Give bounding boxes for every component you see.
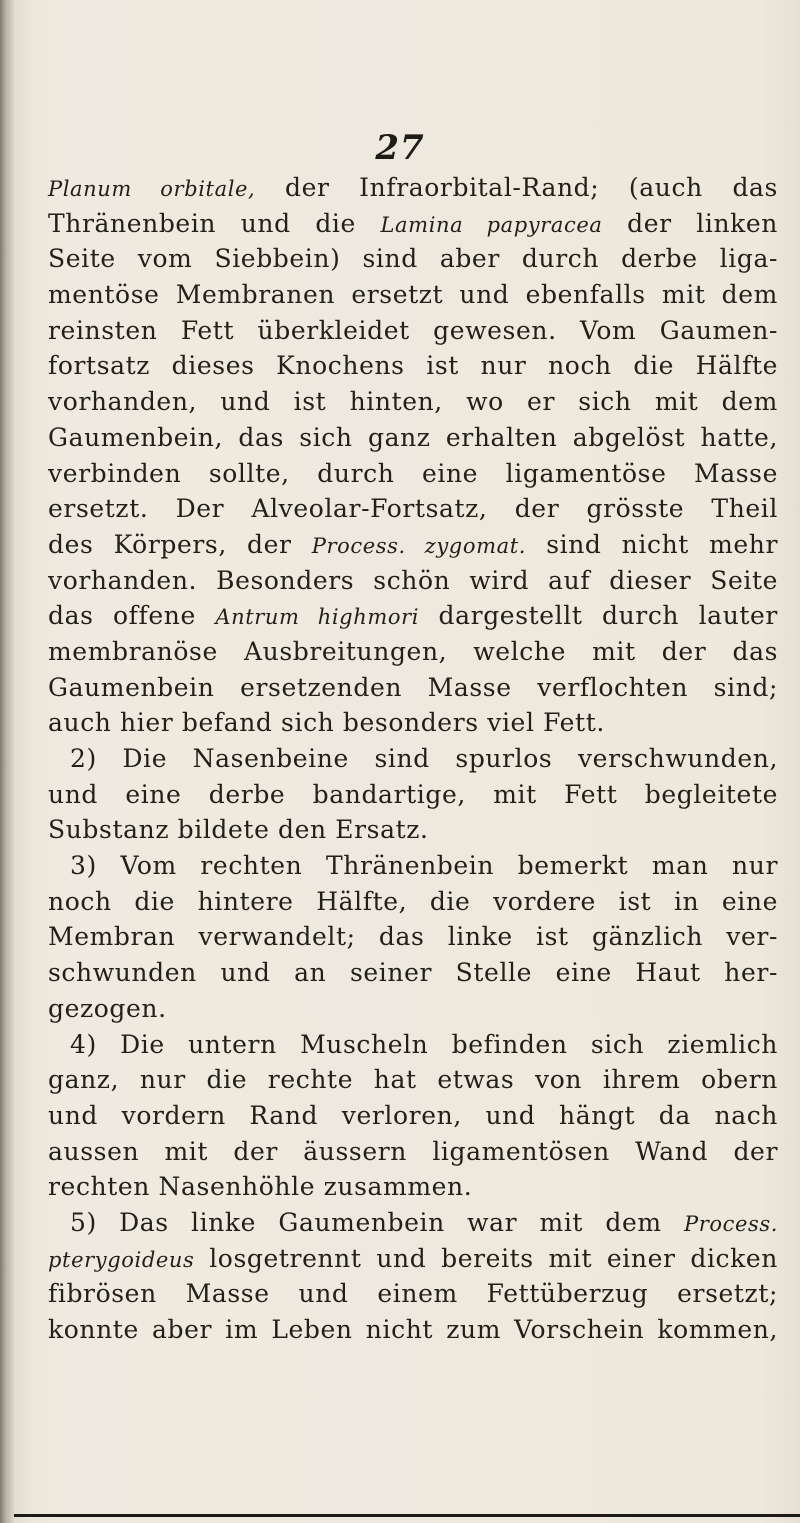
text-line [48, 563, 778, 599]
text-run: der Infraorbital-Rand; (auch das [255, 173, 778, 202]
text-run: ersetzt. Der Alveolar-Fortsatz, der grösste Theil [48, 494, 778, 524]
text-run: mentöse Membranen ersetzt und ebenfalls mit dem [48, 280, 778, 310]
text-run: Membran verwandelt; das linke ist gänzlich ver- [48, 922, 778, 952]
text-line [48, 634, 778, 670]
text-line [48, 456, 778, 492]
body-text [48, 170, 778, 1348]
text-run: des Körpers, der [48, 529, 312, 559]
text-line [48, 598, 778, 634]
text-run: konnte aber im Leben nicht zum Vorschein kommen, [48, 1315, 778, 1344]
text-line [48, 812, 778, 848]
text-line [48, 1312, 778, 1348]
text-run: fibrösen Masse und einem Fettüberzug ersetzt; [48, 1279, 778, 1309]
text-run: Gaumenbein ersetzenden Masse verflochten sind; [48, 672, 778, 702]
text-line [48, 1134, 778, 1170]
text-run: reinsten Fett überkleidet gewesen. Vom Gaumen- [48, 315, 778, 345]
text-line [48, 1169, 778, 1205]
text-run: membranöse Ausbreitungen, welche mit der das [48, 636, 778, 666]
text-run: gezogen. [48, 993, 167, 1023]
text-line [48, 705, 778, 741]
text-run: der linken [602, 208, 778, 238]
text-line [48, 1098, 778, 1134]
text-run: 3) Vom rechten Thränenbein bemerkt man nur [70, 851, 778, 881]
text-run: dargestellt durch lauter [419, 601, 778, 631]
text-line [48, 1276, 778, 1312]
text-run: Seite vom Siebbein) sind aber durch derbe liga- [48, 244, 778, 274]
text-line [48, 491, 778, 527]
text-line [48, 955, 778, 991]
text-line [48, 241, 778, 277]
text-run: und eine derbe bandartige, mit Fett begleitete [48, 779, 778, 809]
text-run: auch hier befand sich besonders viel Fett. [48, 708, 605, 738]
text-run: das offene [48, 601, 216, 631]
text-run: Substanz bildete den Ersatz. [48, 815, 429, 845]
text-line [48, 206, 778, 242]
text-run: ganz, nur die rechte hat etwas von ihrem obern [48, 1065, 778, 1095]
text-run: rechten Nasenhöhle zusammen. [48, 1172, 473, 1202]
bottom-rule [14, 1514, 800, 1517]
italic-term: Planum orbitale, [48, 177, 256, 201]
italic-term: Lamina papyracea [380, 212, 603, 237]
text-line [48, 777, 778, 813]
text-line [48, 348, 778, 384]
text-line [48, 670, 778, 706]
text-run: schwunden und an seiner Stelle eine Haut her- [48, 958, 778, 988]
text-run: sind nicht mehr [526, 529, 779, 559]
text-run: Thränenbein und die [48, 208, 381, 238]
text-run: vorhanden. Besonders schön wird auf dieser Seite [48, 565, 778, 595]
text-run: 4) Die untern Muscheln befinden sich ziemlich [70, 1029, 778, 1059]
binding-gutter [0, 0, 14, 1523]
text-run: aussen mit der äussern ligamentösen Wand der [48, 1136, 778, 1166]
text-line [48, 991, 778, 1027]
text-line [48, 1205, 778, 1241]
text-run: 5) Das linke Gaumenbein war mit dem [70, 1207, 684, 1237]
text-line [48, 170, 778, 206]
text-line [48, 420, 778, 456]
text-run: fortsatz dieses Knochens ist nur noch die Hälfte [48, 351, 778, 381]
text-run: noch die hintere Hälfte, die vordere ist in eine [48, 886, 778, 916]
text-line [48, 1241, 778, 1277]
italic-term: pterygoideus [48, 1247, 195, 1272]
italic-term: Process. zygomat. [311, 533, 527, 558]
text-line [48, 1062, 778, 1098]
text-run: losgetrennt und bereits mit einer dicken [194, 1243, 778, 1273]
text-run: vorhanden, und ist hinten, wo er sich mit dem [48, 387, 778, 417]
text-run: verbinden sollte, durch eine ligamentöse Masse [48, 458, 778, 488]
text-line [48, 884, 778, 920]
text-line [48, 277, 778, 313]
italic-term: Process. [683, 1211, 778, 1236]
text-line [48, 313, 778, 349]
text-line [48, 919, 778, 955]
text-line [48, 848, 778, 884]
text-run: und vordern Rand verloren, und hängt da nach [48, 1100, 778, 1130]
text-run: 2) Die Nasenbeine sind spurlos verschwunden, [70, 744, 778, 773]
text-line [48, 384, 778, 420]
page-number: 27 [375, 128, 425, 168]
italic-term: Antrum highmori [215, 605, 420, 630]
text-run: Gaumenbein, das sich ganz erhalten abgelöst hatte, [48, 422, 778, 452]
text-line [48, 741, 778, 777]
text-line [48, 1027, 778, 1063]
text-line [48, 527, 778, 563]
